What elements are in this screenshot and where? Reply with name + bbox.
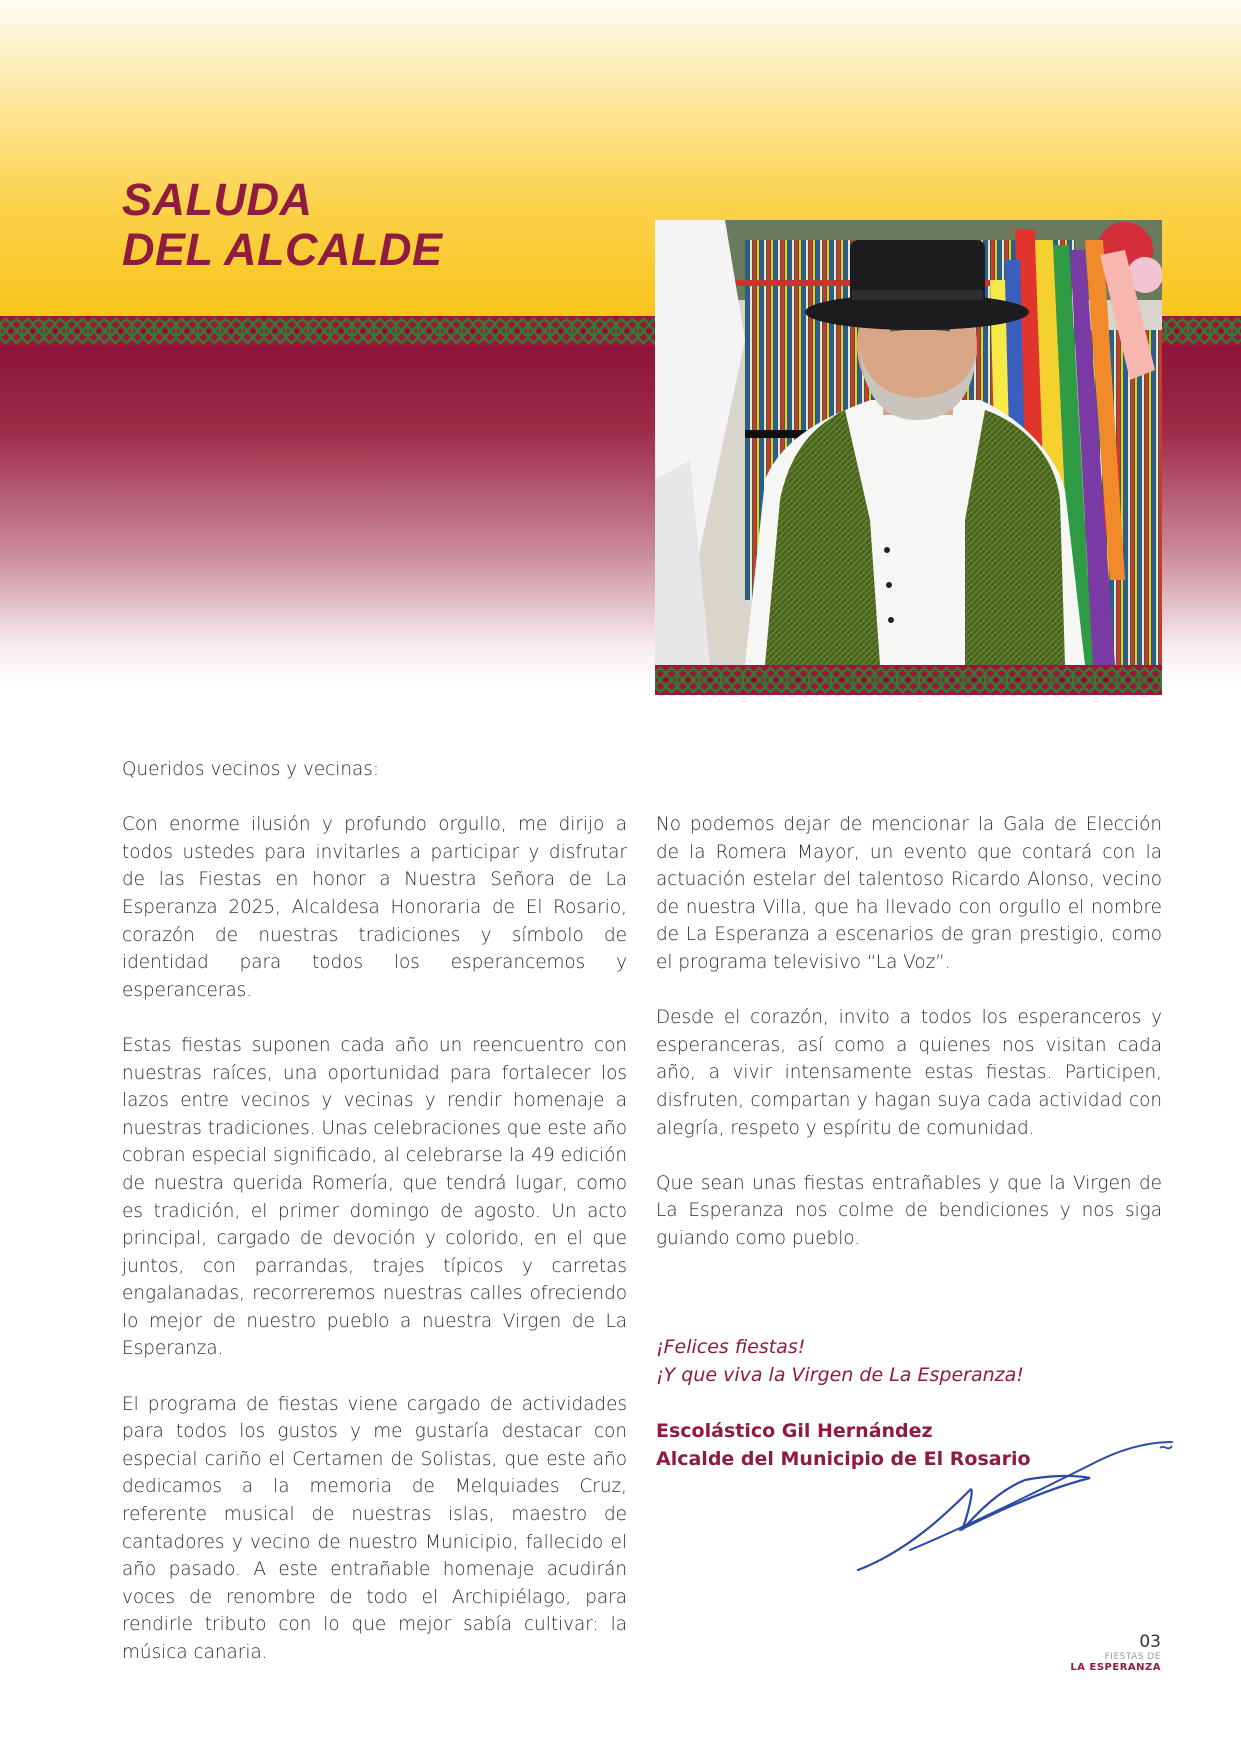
- decorative-band-photo: [655, 665, 1162, 695]
- paragraph: Que sean unas fiestas entrañables y que la Virgen de La Esperanza nos colme de bendiciones y nos siga guiando como pueblo.: [656, 1172, 1162, 1249]
- letter-left-column: [122, 756, 627, 1694]
- paragraph: Con enorme ilusión y profundo orgullo, me dirijo a todos ustedes para invitarles a participar y disfrutar de las Fiestas en honor a Nuestra Señora de La Esperanza 2025, Alcaldesa Honoraria de El Rosario, corazón de nuestras tradiciones y símbolo de identidad para todos los esperancemos y esperanceras.: [122, 814, 627, 1001]
- closing-line-1: ¡Felices fiestas!: [656, 1336, 806, 1358]
- paragraph: No podemos dejar de mencionar la Gala de Elección de la Romera Mayor, un evento que contará con la actuación estelar del talentoso Ricardo Alonso, vecino de nuestra Villa, que ha llevado con orgullo el nombre de La Esperanza a escenarios de gran prestigio, como el programa televisivo “La Voz”.: [656, 814, 1162, 973]
- title-line-2: DEL ALCALDE: [122, 224, 443, 275]
- signatory-role: Alcalde del Municipio de El Rosario: [656, 1448, 1031, 1470]
- closing-line-2: ¡Y que viva la Virgen de La Esperanza!: [656, 1364, 1024, 1386]
- footer-brand-line-1: FIESTAS DE: [1104, 1652, 1161, 1662]
- page-footer: [1070, 1632, 1161, 1673]
- title-line-1: SALUDA: [122, 174, 313, 225]
- mayor-portrait-photo: [655, 220, 1162, 665]
- page-title: [122, 175, 443, 275]
- signatory-name: Escolástico Gil Hernández: [656, 1420, 933, 1442]
- greeting: Queridos vecinos y vecinas:: [122, 759, 380, 780]
- paragraph: El programa de fiestas viene cargado de actividades para todos los gustos y me gustaría destacar con especial cariño el Certamen de Solistas, que este año dedicamos a la memoria de Melquiades Cruz, referente musical de nuestras islas, maestro de cantadores y vecino de nuestro Municipio, fallecido el año pasado. A este entrañable homenaje acudirán voces de renombre de todo el Archipiélago, para rendirle tributo con lo que mejor sabía cultivar: la música canaria.: [122, 1393, 627, 1663]
- page-number: 03: [1139, 1632, 1161, 1652]
- handwritten-signature-icon: [850, 1430, 1180, 1580]
- letter-right-column: [656, 811, 1162, 1280]
- footer-brand-line-2: LA ESPERANZA: [1070, 1662, 1161, 1673]
- paragraph: Desde el corazón, invito a todos los esperanceros y esperanceras, así como a quienes nos visitan cada año, a vivir intensamente estas fiestas. Participen, disfruten, compartan y hagan suya cada actividad con alegría, respeto y espíritu de comunidad.: [656, 1007, 1162, 1139]
- paragraph: Estas fiestas suponen cada año un reencuentro con nuestras raíces, una oportunidad para fortalecer los lazos entre vecinos y vecinas y rendir homenaje a nuestras tradiciones. Unas celebraciones que este año cobran especial significado, al celebrarse la 49 edición de nuestra querida Romería, que tendrá lugar, como es tradición, el primer domingo de agosto. Un acto principal, cargado de devoción y colorido, en el que juntos, con parrandas, trajes típicos y carretas engalanadas, recorreremos nuestras calles ofreciendo lo mejor de nuestro pueblo a nuestra Virgen de La Esperanza.: [122, 1034, 627, 1360]
